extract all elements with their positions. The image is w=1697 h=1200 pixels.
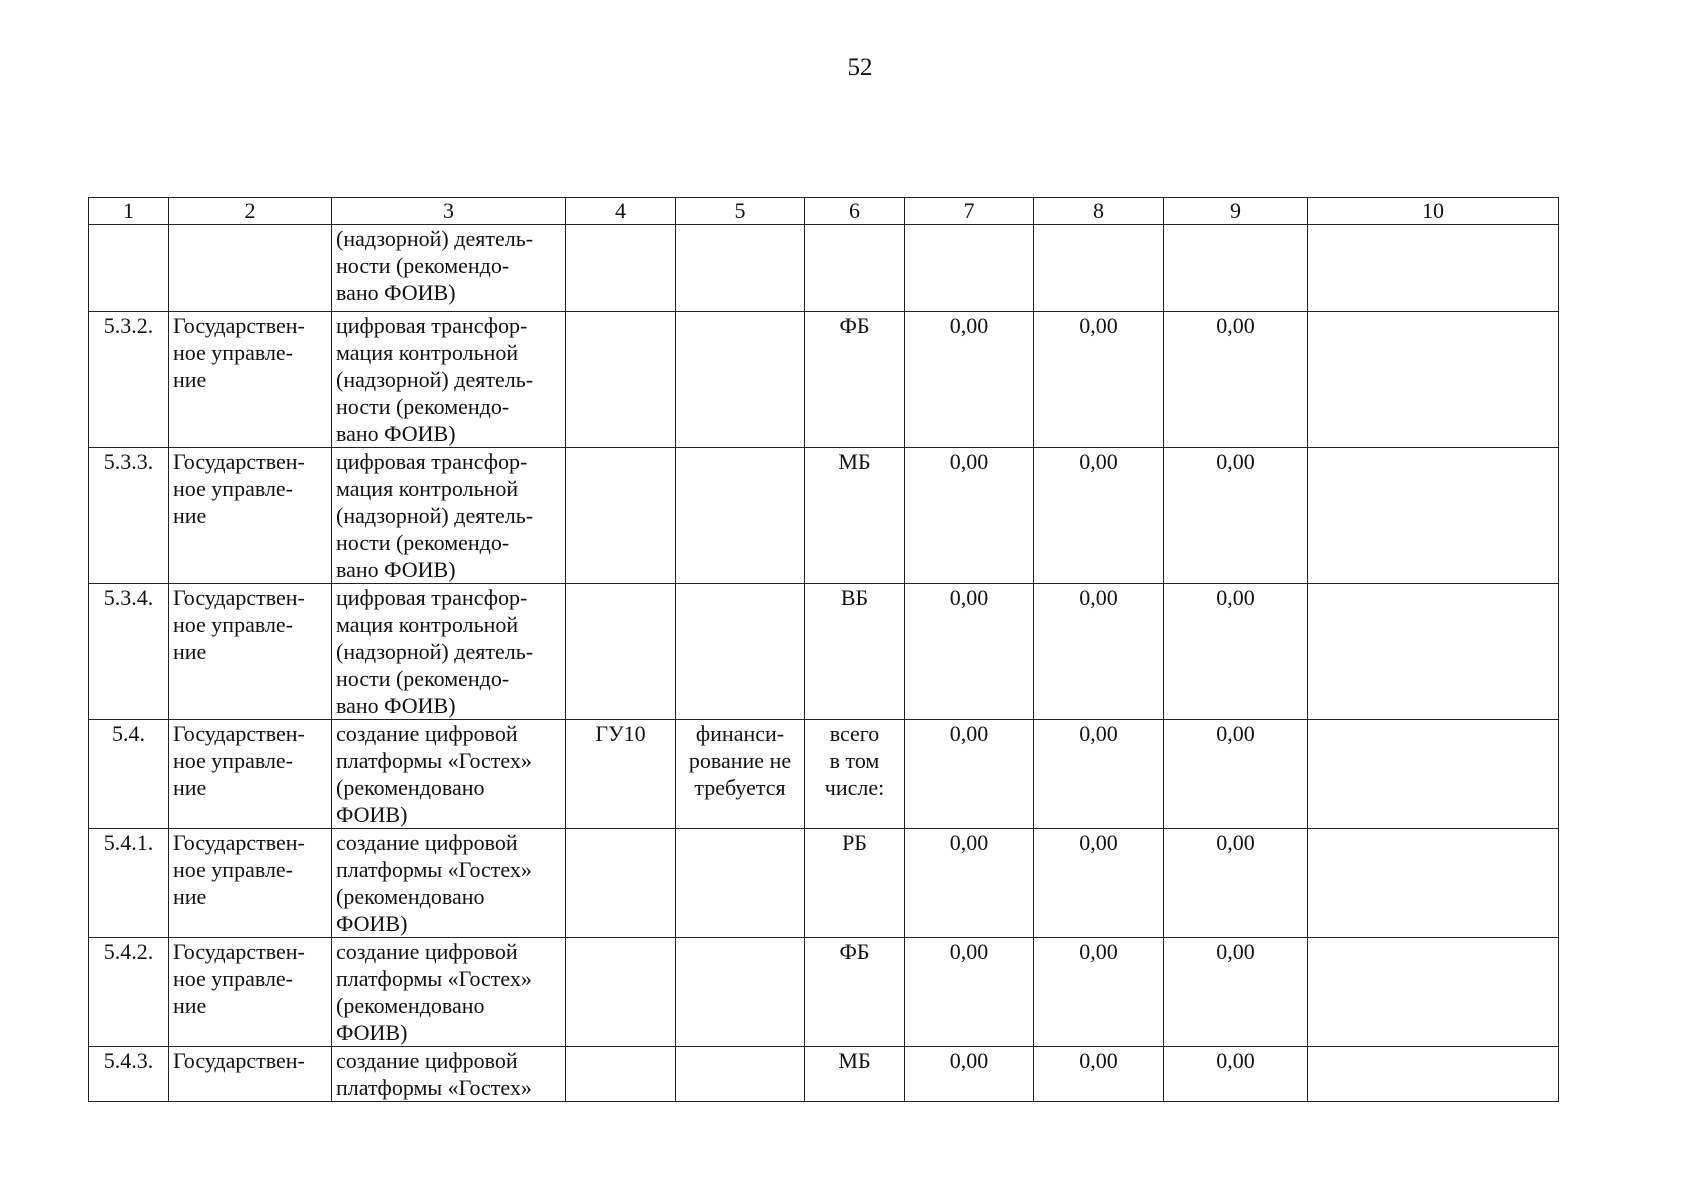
financing-note-cell <box>676 448 805 584</box>
header-cell: 8 <box>1034 198 1164 225</box>
code-cell <box>566 225 676 312</box>
activity-cell: цифровая трансфор- мация контрольной (надзорной) деятель- ности (рекомендо- вано ФОИВ) <box>332 448 566 584</box>
header-cell: 4 <box>566 198 676 225</box>
header-cell: 2 <box>169 198 332 225</box>
activity-cell: цифровая трансфор- мация контрольной (надзорной) деятель- ности (рекомендо- вано ФОИВ) <box>332 312 566 448</box>
value-year-1-cell: 0,00 <box>905 448 1034 584</box>
budget-source-cell: ФБ <box>805 938 905 1047</box>
note-cell <box>1308 720 1559 829</box>
table-row <box>89 720 1559 829</box>
value-year-3-cell <box>1164 225 1308 312</box>
value-year-1-cell <box>905 225 1034 312</box>
note-cell <box>1308 448 1559 584</box>
sector-cell: Государствен- ное управле- ние <box>169 584 332 720</box>
header-cell: 9 <box>1164 198 1308 225</box>
code-cell <box>566 448 676 584</box>
value-year-3-cell: 0,00 <box>1164 938 1308 1047</box>
table-header <box>89 198 1559 225</box>
code-cell <box>566 584 676 720</box>
item-number-cell: 5.3.3. <box>89 448 169 584</box>
value-year-3-cell: 0,00 <box>1164 448 1308 584</box>
value-year-3-cell: 0,00 <box>1164 312 1308 448</box>
activity-cell: (надзорной) деятель- ности (рекомендо- вано ФОИВ) <box>332 225 566 312</box>
sector-cell: Государствен- ное управле- ние <box>169 312 332 448</box>
sector-cell: Государствен- ное управле- ние <box>169 829 332 938</box>
value-year-1-cell: 0,00 <box>905 938 1034 1047</box>
table-row <box>89 829 1559 938</box>
code-cell <box>566 829 676 938</box>
value-year-2-cell <box>1034 225 1164 312</box>
value-year-2-cell: 0,00 <box>1034 448 1164 584</box>
sector-cell: Государствен- <box>169 1047 332 1102</box>
activity-cell: создание цифровой платформы «Гостех» (рекомендовано ФОИВ) <box>332 720 566 829</box>
note-cell <box>1308 829 1559 938</box>
value-year-1-cell: 0,00 <box>905 584 1034 720</box>
activity-cell: создание цифровой платформы «Гостех» (рекомендовано ФОИВ) <box>332 938 566 1047</box>
table-row <box>89 225 1559 312</box>
table-row <box>89 1047 1559 1102</box>
value-year-1-cell: 0,00 <box>905 829 1034 938</box>
value-year-2-cell: 0,00 <box>1034 584 1164 720</box>
header-cell: 10 <box>1308 198 1559 225</box>
financing-note-cell <box>676 938 805 1047</box>
value-year-2-cell: 0,00 <box>1034 720 1164 829</box>
item-number-cell: 5.4.2. <box>89 938 169 1047</box>
value-year-3-cell: 0,00 <box>1164 1047 1308 1102</box>
table-row <box>89 938 1559 1047</box>
item-number-cell: 5.4.1. <box>89 829 169 938</box>
table-row <box>89 312 1559 448</box>
page-number: 52 <box>847 54 873 81</box>
budget-source-cell: МБ <box>805 448 905 584</box>
value-year-2-cell: 0,00 <box>1034 829 1164 938</box>
item-number-cell: 5.4. <box>89 720 169 829</box>
budget-source-cell: РБ <box>805 829 905 938</box>
note-cell <box>1308 938 1559 1047</box>
budget-source-cell: МБ <box>805 1047 905 1102</box>
budget-source-cell: ФБ <box>805 312 905 448</box>
value-year-2-cell: 0,00 <box>1034 312 1164 448</box>
code-cell <box>566 312 676 448</box>
item-number-cell: 5.4.3. <box>89 1047 169 1102</box>
financing-note-cell: финанси- рование не требуется <box>676 720 805 829</box>
value-year-3-cell: 0,00 <box>1164 720 1308 829</box>
item-number-cell: 5.3.2. <box>89 312 169 448</box>
financing-note-cell <box>676 584 805 720</box>
note-cell <box>1308 584 1559 720</box>
note-cell <box>1308 312 1559 448</box>
header-cell: 1 <box>89 198 169 225</box>
budget-source-cell: всего в том числе: <box>805 720 905 829</box>
financing-note-cell <box>676 225 805 312</box>
code-cell <box>566 938 676 1047</box>
header-cell: 5 <box>676 198 805 225</box>
value-year-2-cell: 0,00 <box>1034 938 1164 1047</box>
item-number-cell: 5.3.4. <box>89 584 169 720</box>
table-row <box>89 584 1559 720</box>
activity-cell: создание цифровой платформы «Гостех» <box>332 1047 566 1102</box>
note-cell <box>1308 225 1559 312</box>
value-year-2-cell: 0,00 <box>1034 1047 1164 1102</box>
table-row <box>89 448 1559 584</box>
activity-cell: цифровая трансфор- мация контрольной (надзорной) деятель- ности (рекомендо- вано ФОИВ) <box>332 584 566 720</box>
code-cell: ГУ10 <box>566 720 676 829</box>
header-cell: 7 <box>905 198 1034 225</box>
financing-note-cell <box>676 312 805 448</box>
financing-note-cell <box>676 1047 805 1102</box>
budget-source-cell: ВБ <box>805 584 905 720</box>
sector-cell: Государствен- ное управле- ние <box>169 938 332 1047</box>
financing-note-cell <box>676 829 805 938</box>
header-cell: 6 <box>805 198 905 225</box>
value-year-1-cell: 0,00 <box>905 720 1034 829</box>
value-year-3-cell: 0,00 <box>1164 584 1308 720</box>
sector-cell: Государствен- ное управле- ние <box>169 720 332 829</box>
budget-table <box>88 197 1559 1102</box>
header-row <box>89 198 1559 225</box>
sector-cell: Государствен- ное управле- ние <box>169 448 332 584</box>
activity-cell: создание цифровой платформы «Гостех» (рекомендовано ФОИВ) <box>332 829 566 938</box>
code-cell <box>566 1047 676 1102</box>
note-cell <box>1308 1047 1559 1102</box>
value-year-3-cell: 0,00 <box>1164 829 1308 938</box>
budget-source-cell <box>805 225 905 312</box>
value-year-1-cell: 0,00 <box>905 1047 1034 1102</box>
table-body <box>89 225 1559 1102</box>
sector-cell <box>169 225 332 312</box>
value-year-1-cell: 0,00 <box>905 312 1034 448</box>
header-cell: 3 <box>332 198 566 225</box>
item-number-cell <box>89 225 169 312</box>
